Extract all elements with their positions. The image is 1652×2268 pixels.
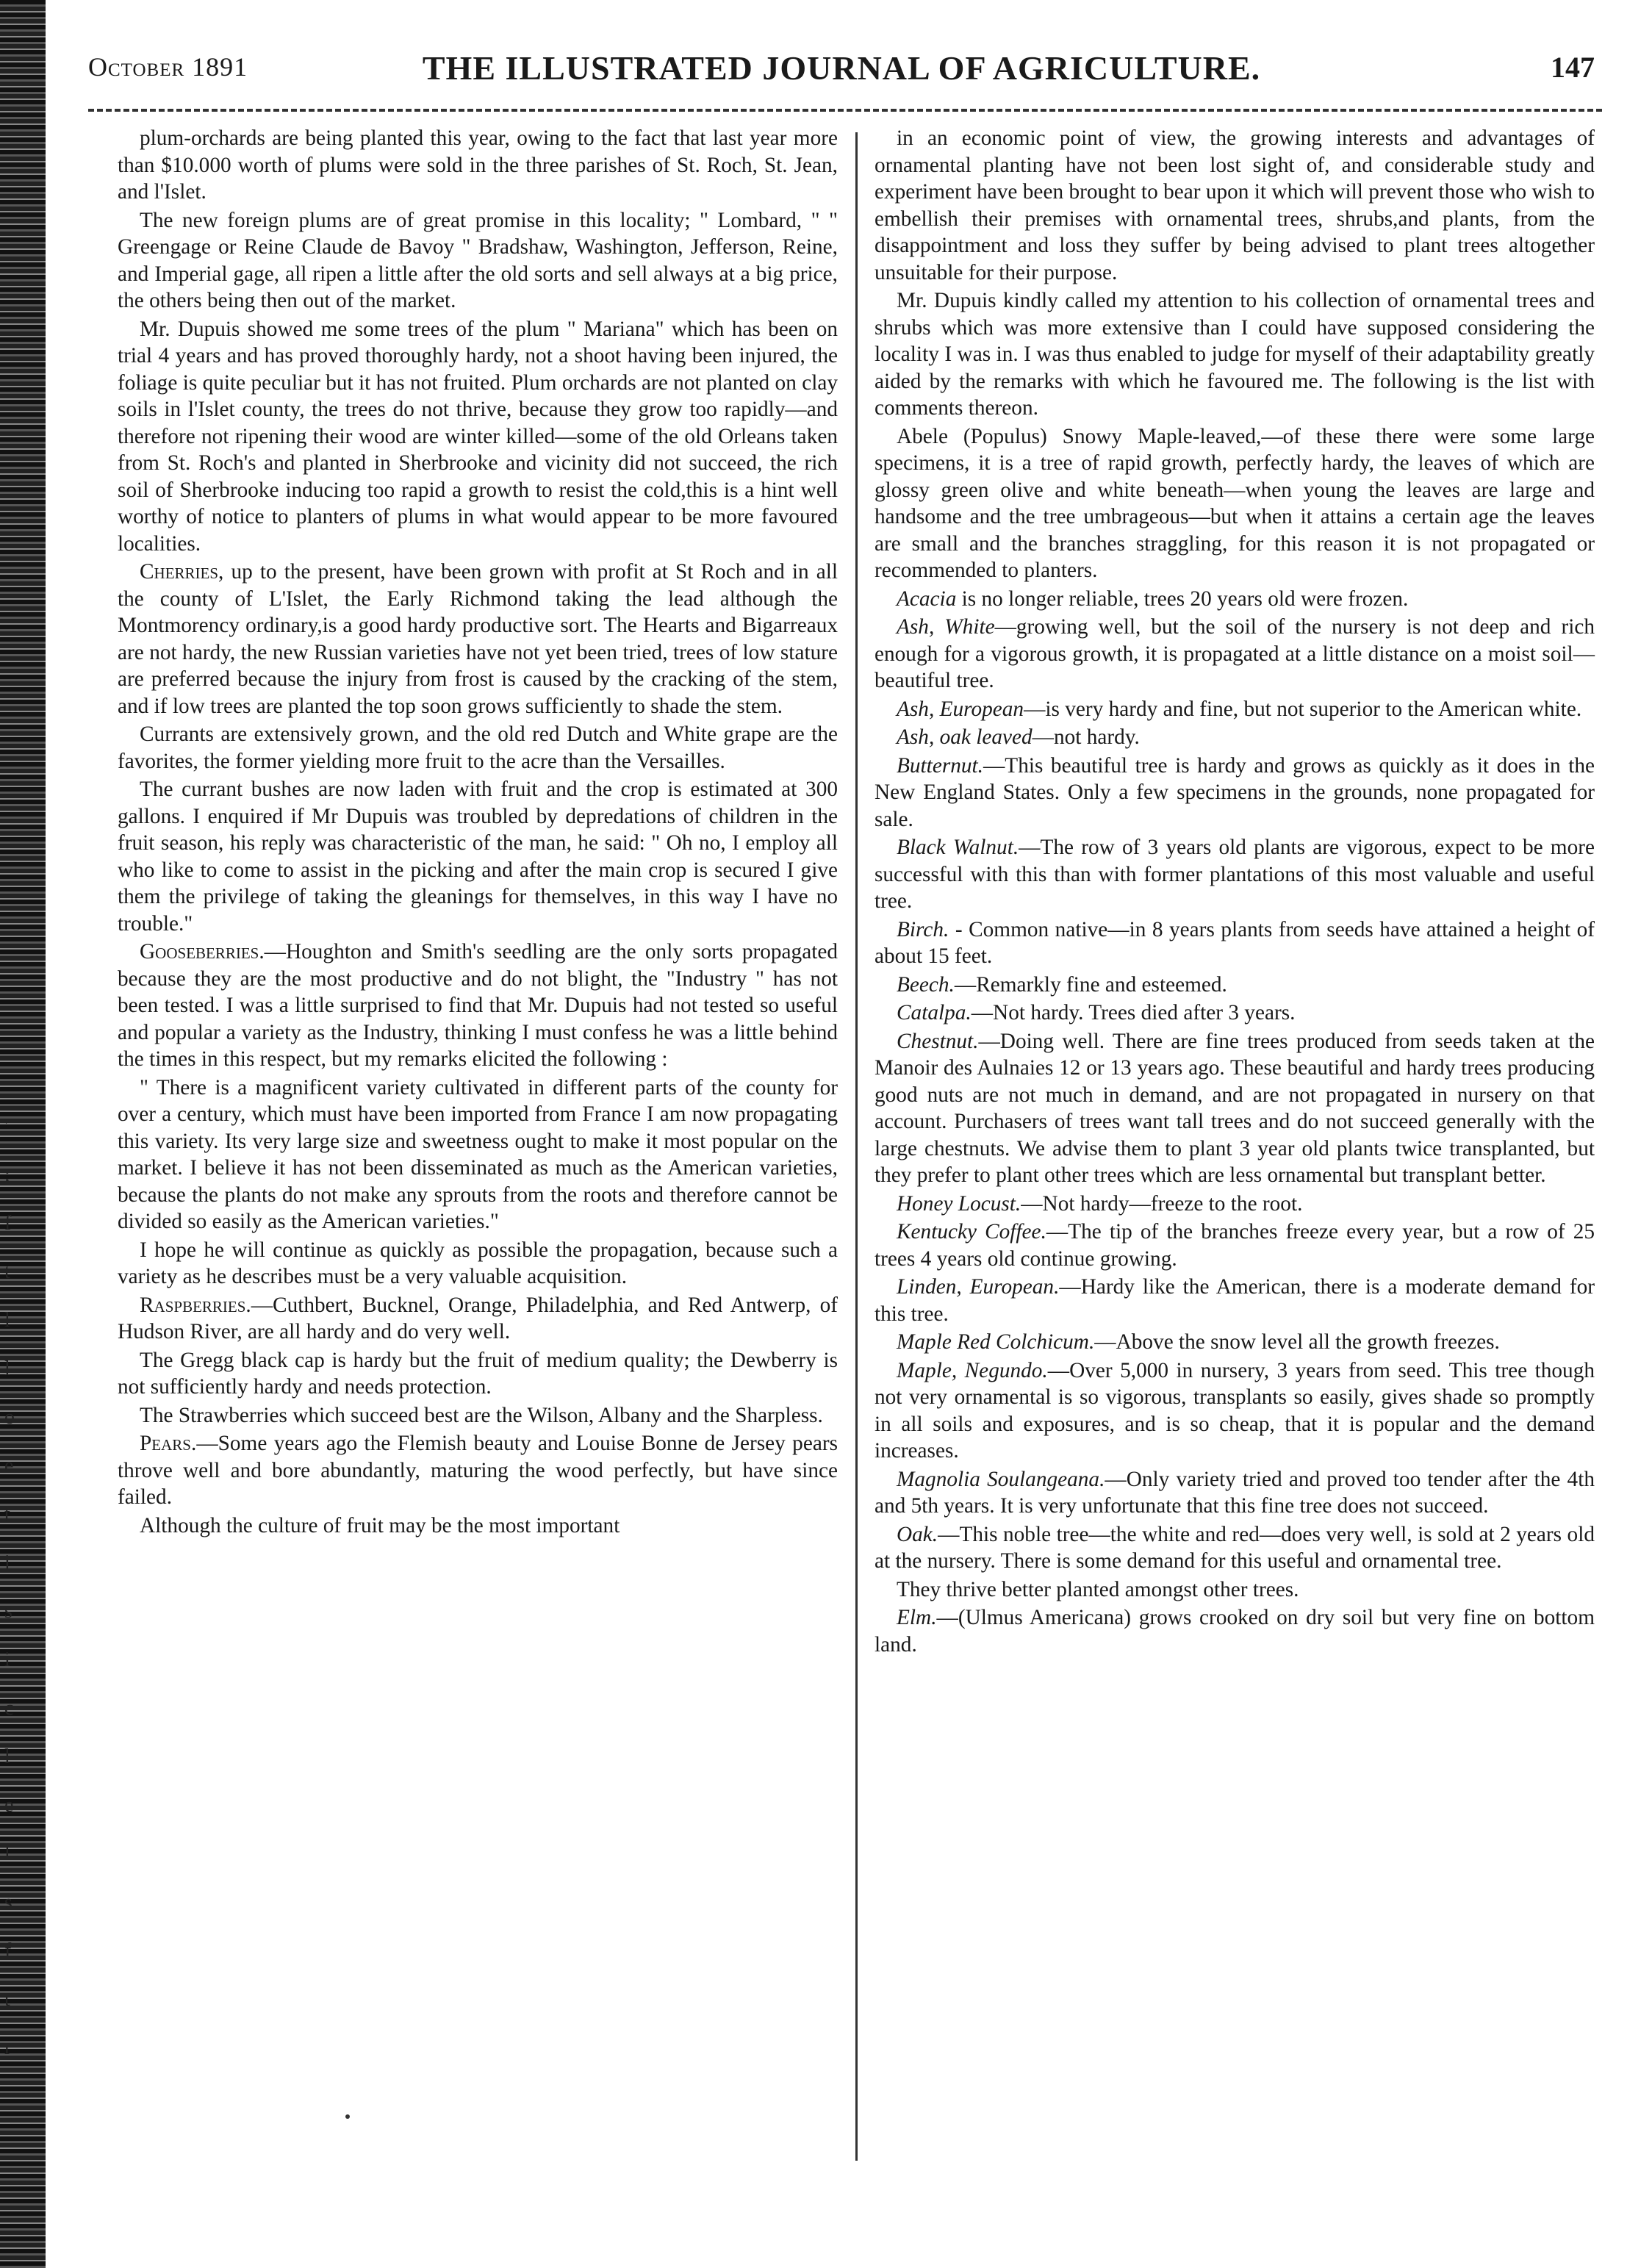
entry-lead: Acacia (897, 586, 957, 611)
paragraph (118, 125, 838, 206)
paragraph (875, 1028, 1595, 1189)
paragraph (875, 1274, 1595, 1327)
margin-mark: c (4, 1697, 14, 1720)
paragraph-text: —is very hardy and fine, but not superior to the American white. (1024, 697, 1582, 721)
paragraph (875, 614, 1595, 695)
paragraph-text: —not hardy. (1032, 725, 1140, 749)
paragraph (875, 1521, 1595, 1575)
right-column (875, 125, 1595, 1659)
paragraph-text: —Above the snow level all the growth freezes. (1094, 1330, 1500, 1354)
paragraph-text: The Gregg black cap is hardy but the fruit of medium quality; the Dewberry is not sufficiently hardy and needs protection. (118, 1348, 838, 1399)
paragraph-text: The currant bushes are now laden with fruit and the crop is estimated at 300 gallons. I enquired if Mr Dupuis was troubled by depredations of children in the fruit season, his reply was characteristic of the man, he said: " Oh no, I employ all who like to come to assist in the picking and after the main crop is secured I give them the privilege of taking the gleanings for themselves, in this way I have no trouble." (118, 778, 838, 936)
entry-lead: Linden, European. (897, 1275, 1060, 1299)
entry-lead: Catalpa. (897, 1001, 972, 1024)
entry-lead: Honey Locust. (897, 1191, 1021, 1216)
paragraph (118, 1430, 838, 1511)
paragraph-text: The Strawberries which succeed best are the Wilson, Albany and the Sharpless. (140, 1403, 823, 1427)
entry-lead: Cherries, (140, 560, 224, 584)
paragraph-text: in an economic point of view, the growing interests and advantages of ornamental planting have not been lost sight of, and considerable study and experiment have been brought to bear upon it which will prevent those who wish to embellish their premises with ornamental trees, shrubs,and plants, from the disappointment and loss they suffer by being advised to plant trees altogether unsuitable for their purpose. (875, 126, 1595, 284)
paragraph (875, 125, 1595, 286)
margin-mark: f (4, 1212, 12, 1235)
paragraph (118, 207, 838, 315)
journal-title: THE ILLUSTRATED JOURNAL OF AGRICULTURE. (422, 49, 1261, 87)
paragraph-text: Although the culture of fruit may be the most important (140, 1513, 620, 1537)
header-rule (88, 109, 1602, 112)
entry-lead: Oak. (897, 1522, 938, 1546)
margin-mark: e (4, 1454, 14, 1477)
paragraph-text: —Not hardy. Trees died after 3 years. (971, 1001, 1296, 1024)
paragraph-text: —Only variety tried and proved too tender after the 4th and 5th years. It is very unfortunate that this fine tree does not succeed. (875, 1467, 1595, 1518)
paragraph-text: The new foreign plums are of great promise in this locality; " Lombard, " " Greengage or Reine Claude de Bavoy " Bradshaw, Washington, Jefferson, Reine, and Imperial gage, all ripen a little after the old sorts and sell always at a big price, the others being then out of the market. (118, 208, 838, 312)
entry-lead: Raspberries. (140, 1293, 251, 1317)
paragraph-text: Mr. Dupuis kindly called my attention to his collection of ornamental trees and shrubs which was more extensive than I could have supposed considering the locality I was in. I was thus enabled to judge for myself of their adaptability greatly aided by the remarks with which he favoured me. The following is the list with comments thereon. (875, 289, 1595, 420)
paragraph-text: - Common native—in 8 years plants from seeds have attained a height of about 15 feet. (875, 917, 1595, 968)
entry-lead: Gooseberries. (140, 940, 265, 963)
paragraph (118, 1347, 838, 1401)
paragraph (875, 287, 1595, 422)
paragraph-text: plum-orchards are being planted this year, owing to the fact that last year more than $10.000 worth of plums were sold in the three parishes of St. Roch, St. Jean, and l'Islet. (118, 126, 838, 204)
entry-lead: Ash, White (897, 615, 995, 639)
paragraph-text: —Not hardy—freeze to the root. (1021, 1191, 1303, 1216)
paragraph-text: —Cuthbert, Bucknel, Orange, Philadelphia, and Red Antwerp, of Hudson River, are all hardy and do very well. (118, 1293, 838, 1343)
stray-dot (345, 2114, 350, 2119)
margin-mark: l (4, 1357, 10, 1380)
paragraph-text: —Over 5,000 in nursery, 3 years from seed. This tree though not very ornamental is so vigorous, transplants so easily, gives shade so promptly in all soils and exposures, and is so cheap, that it is popular and the demand increases. (875, 1358, 1595, 1463)
article-body (118, 125, 1602, 2242)
entry-lead: Magnolia Soulangeana. (897, 1467, 1105, 1491)
paragraph-text: up to the present, have been grown with profit at St Roch and in all the county of L'Islet, the Early Richmond taking the lead although the Montmorency ordinary,is a good hardy productive sort. The Hearts and Bigarreaux are not hardy, the new Russian varieties have not yet been tried, trees of low stature are preferred because the injury from frost is caused by the cracking of the stem, and if low trees are planted the top soon grows sufficiently to shade the stem. (118, 560, 838, 718)
paragraph-text: —The row of 3 years old plants are vigorous, expect to be more successful with this than with former plantations of this most valuable and useful tree. (875, 836, 1595, 913)
margin-mark: t (4, 1503, 10, 1526)
entry-lead: Ash, oak leaved (897, 725, 1032, 749)
margin-mark: s (4, 1891, 12, 1914)
paragraph (875, 1219, 1595, 1272)
paragraph (118, 939, 838, 1073)
paragraph (118, 721, 838, 775)
entry-lead: Birch. (897, 917, 949, 941)
margin-mark: e (4, 1794, 14, 1817)
paragraph (875, 1576, 1595, 1604)
margin-mark: f (4, 1939, 12, 1962)
margin-mark: i (4, 1551, 10, 1574)
paragraph (118, 1512, 838, 1540)
paragraph (118, 1292, 838, 1346)
page-number: 147 (1551, 51, 1595, 84)
paragraph (875, 1357, 1595, 1465)
paragraph-text: Abele (Populus) Snowy Maple-leaved,—of these there were some large specimens, it is a tree of rapid growth, perfectly hardy, the leaves of which are glossy green olive and white beneath—when young the leaves are large and handsome and the tree umbrageous—but when it attains a certain age the leaves are small and the branches straggling, for this reason it is not propagated or recommended to planters. (875, 424, 1595, 582)
paragraph (118, 1237, 838, 1291)
entry-lead: Pears. (140, 1432, 197, 1455)
entry-lead: Butternut. (897, 753, 983, 778)
paragraph-text: —The tip of the branches freeze every year, but a row of 25 trees 4 years old continue growing. (875, 1220, 1595, 1271)
paragraph-text: —Hardy like the American, there is a moderate demand for this tree. (875, 1275, 1595, 1326)
paragraph (118, 559, 838, 719)
paragraph (118, 316, 838, 558)
paragraph-text: —growing well, but the soil of the nursery is not deep and rich enough for a vigorous growth, it is propagated at a little distance on a moist soil—beautiful tree. (875, 615, 1595, 692)
paragraph (118, 776, 838, 937)
paragraph-text: —Doing well. There are fine trees produced from seeds taken at the Manoir des Aulnaies 12 or 13 years ago. These beautiful and hardy trees producing good nuts are not much in demand, and are not propagated in nursery on that account. Purchasers of trees want tall trees and do not succeed generally with the large chestnuts. We advise them to plant 3 year old plants twice transplanted, but they prefer to plant other trees which are less ornamental but transplant better. (875, 1029, 1595, 1187)
entry-lead: Ash, European (897, 697, 1024, 721)
entry-lead: Beech. (897, 972, 955, 997)
page-header (88, 44, 1595, 96)
paragraph-text: Currants are extensively grown, and the old red Dutch and White grape are the favorites, the former yielding more fruit to the acre than the Versailles. (118, 722, 838, 773)
paragraph-text: —Some years ago the Flemish beauty and Louise Bonne de Jersey pears throve well and bore abundantly, maturing the wood perfectly, but have since failed. (118, 1432, 838, 1509)
running-head-date: October 1891 (88, 52, 248, 82)
paragraph-text: —(Ulmus Americana) grows crooked on dry soil but very fine on bottom land. (875, 1606, 1595, 1657)
left-column (118, 125, 838, 1540)
margin-mark: t (4, 1988, 10, 2011)
paragraph (875, 1604, 1595, 1658)
paragraph (875, 1466, 1595, 1520)
paragraph (875, 1191, 1595, 1218)
paragraph-text: —This noble tree—the white and red—does very well, is sold at 2 years old at the nursery. There is some demand for this useful and ornamental tree. (875, 1522, 1595, 1573)
column-divider (855, 132, 858, 2161)
paragraph (875, 586, 1595, 613)
paragraph (875, 423, 1595, 584)
margin-mark: t (4, 1260, 10, 1283)
margin-mark: o (4, 1406, 15, 1429)
margin-mark: s (4, 1600, 12, 1623)
margin-mark: l (4, 1745, 10, 1768)
paragraph (875, 1000, 1595, 1027)
margin-marks (4, 1102, 26, 2073)
paragraph (118, 1074, 838, 1235)
paragraph (875, 1329, 1595, 1356)
paragraph-text: They thrive better planted amongst other trees. (897, 1577, 1299, 1601)
margin-mark: r (4, 2036, 12, 2059)
paragraph-text: —Houghton and Smith's seedling are the only sorts propagated because they are the most productive and do not blight, the "Industry " has not been tested. I was a little surprised to find that Mr. Dupuis had not tested so useful and popular a variety as the Industry, thinking I must confess he was a little behind the times in this respect, but my remarks elicited the following : (118, 940, 838, 1071)
margin-mark: ; (4, 1163, 10, 1186)
paragraph-text: Mr. Dupuis showed me some trees of the plum " Mariana" which has been on trial 4 years and has proved thoroughly hardy, not a shoot having been injured, the foliage is quite peculiar but it has not fruited. Plum orchards are not planted on clay soils in l'Islet county, the trees do not thrive, because they grow too rapidly—and therefore not ripening their wood are winter killed—some of the old Orleans taken from St. Roch's and planted in Sherbrooke and vicinity did not succeed, the rich soil of Sherbrooke inducing too rapid a growth to resist the cold,this is a hint well worthy of notice to planters of plums in what would appear to be more favoured localities. (118, 317, 838, 556)
paragraph (875, 972, 1595, 999)
paragraph (118, 1402, 838, 1429)
paragraph-text: —Remarkly fine and esteemed. (954, 972, 1227, 997)
entry-lead: Black Walnut. (897, 836, 1019, 859)
paragraph-text: is no longer reliable, trees 20 years old were frozen. (956, 586, 1409, 611)
margin-mark: l (4, 1309, 10, 1332)
paragraph-text: —This beautiful tree is hardy and grows as quickly as it does in the New England States. Only a few specimens in the grounds, none propagated for sale. (875, 753, 1595, 831)
paragraph-text: " There is a magnificent variety cultivated in different parts of the county for over a century, which must have been imported from France I am now propagating this variety. Its very large size and sweetness ought to make it most popular on the market. I believe it has not been disseminated as much as the American varieties, because the plants do not make any sprouts from the roots and therefore cannot be divided so easily as the American varieties." (118, 1075, 838, 1233)
entry-lead: Kentucky Coffee. (897, 1220, 1046, 1244)
margin-mark: ' (4, 1115, 9, 1138)
margin-mark: l (4, 1842, 10, 1865)
paragraph (875, 916, 1595, 970)
entry-lead: Chestnut. (897, 1029, 979, 1053)
entry-lead: Maple, Negundo. (897, 1358, 1048, 1382)
entry-lead: Elm. (897, 1606, 937, 1629)
paragraph (875, 724, 1595, 751)
paragraph (875, 834, 1595, 915)
margin-mark: i (4, 1648, 10, 1671)
paragraph (875, 696, 1595, 723)
paragraph (875, 753, 1595, 833)
entry-lead: Maple Red Colchicum. (897, 1330, 1095, 1354)
paragraph-text: I hope he will continue as quickly as possible the propagation, because such a variety as he describes must be a very valuable acquisition. (118, 1238, 838, 1288)
